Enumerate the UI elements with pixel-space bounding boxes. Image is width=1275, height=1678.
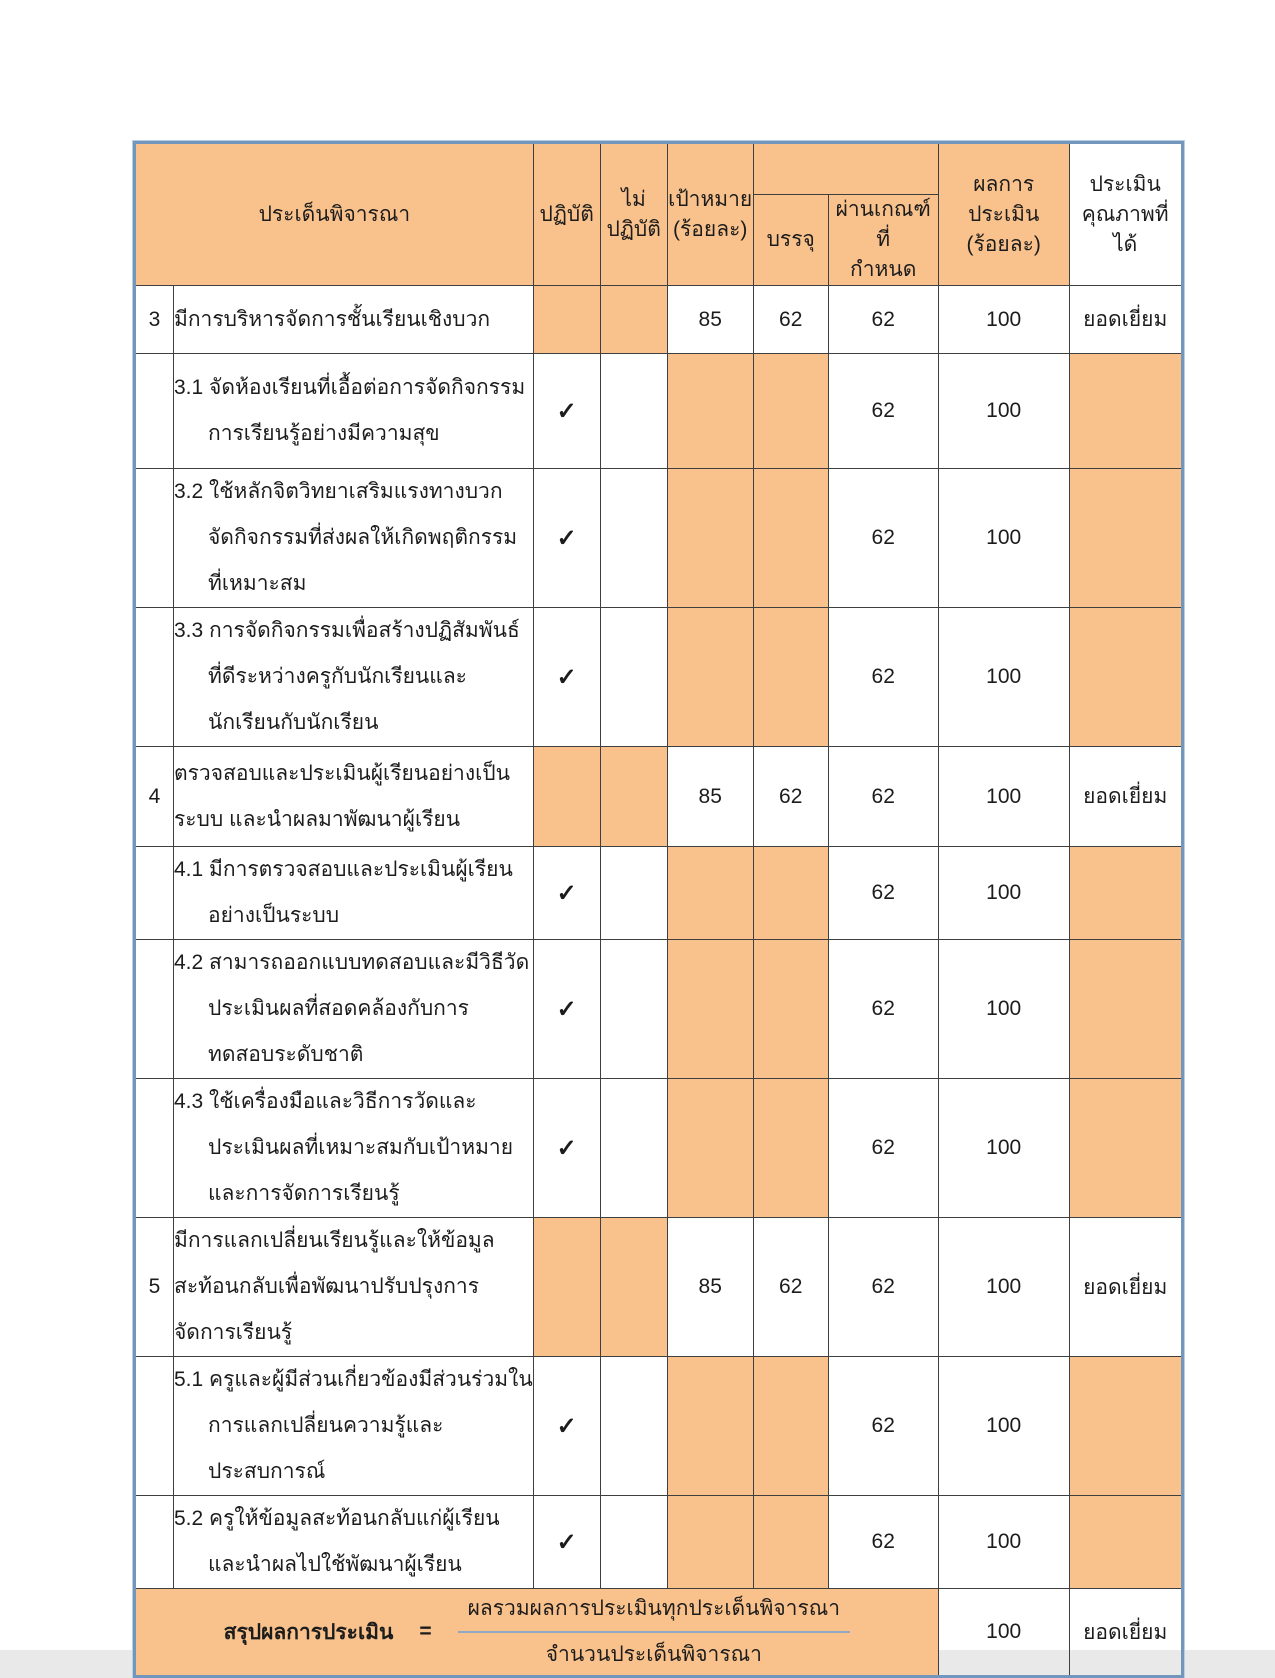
issue-text: มีการแลกเปลี่ยนเรียนรู้และให้ข้อมูล สะท้อนกลับเพื่อพัฒนาปรับปรุงการ จัดการเรียนรู้: [174, 1218, 534, 1357]
not-practiced-cell: [600, 608, 667, 747]
placed-value: 62: [753, 286, 828, 354]
not-practiced-cell: [600, 286, 667, 354]
target-value: 85: [667, 286, 753, 354]
practiced-cell: [533, 354, 600, 469]
pass-value: 62: [828, 1496, 938, 1589]
header-placed: บรรจุ: [753, 195, 828, 286]
result-value: 100: [938, 608, 1069, 747]
placed-cell: [753, 847, 828, 940]
not-practiced-cell: [600, 747, 667, 847]
not-practiced-cell: [600, 1357, 667, 1496]
result-value: 100: [938, 354, 1069, 469]
practiced-cell: [533, 1218, 600, 1357]
practiced-cell: [533, 940, 600, 1079]
pass-value: 62: [828, 354, 938, 469]
result-value: 100: [938, 286, 1069, 354]
issue-text: 4.2 สามารถออกแบบทดสอบและมีวิธีวัด ประเมินผลที่สอดคล้องกับการ ทดสอบระดับชาติ: [174, 940, 534, 1079]
header-pass-criteria: ผ่านเกณฑ์ที่ กำหนด: [828, 195, 938, 286]
row-number: [135, 469, 174, 608]
table-row-5-1: [135, 1357, 1183, 1496]
quality-value: ยอดเยี่ยม: [1069, 747, 1182, 847]
quality-value: ยอดเยี่ยม: [1069, 286, 1182, 354]
placed-cell: [753, 1496, 828, 1589]
header-practiced: ปฏิบัติ: [533, 143, 600, 286]
header-target: เป้าหมาย (ร้อยละ): [667, 143, 753, 286]
header-not-practiced: ไม่ ปฏิบัติ: [600, 143, 667, 286]
pass-value: 62: [828, 469, 938, 608]
table-row-3-3: [135, 608, 1183, 747]
pass-value: 62: [828, 1357, 938, 1496]
header-issue: [135, 143, 534, 286]
table-row-4-2: [135, 940, 1183, 1079]
header-row-1: [135, 143, 1183, 195]
practiced-cell: [533, 1357, 600, 1496]
practiced-cell: [533, 608, 600, 747]
quality-cell: [1069, 847, 1182, 940]
check-icon: ✓: [556, 879, 577, 907]
practiced-cell: [533, 469, 600, 608]
equals-sign: =: [419, 1620, 432, 1643]
pass-value: 62: [828, 940, 938, 1079]
target-cell: [667, 1079, 753, 1218]
issue-text: 3.3 การจัดกิจกรรมเพื่อสร้างปฏิสัมพันธ์ ที่ดีระหว่างครูกับนักเรียนและ นักเรียนกับนักเรียน: [174, 608, 534, 747]
header-group-empty: [753, 143, 938, 195]
target-cell: [667, 354, 753, 469]
row-number: 5: [135, 1218, 174, 1357]
summary-fraction: [458, 1589, 850, 1675]
check-icon: ✓: [556, 397, 577, 425]
target-value: 85: [667, 1218, 753, 1357]
target-cell: [667, 608, 753, 747]
row-number: [135, 608, 174, 747]
quality-value: ยอดเยี่ยม: [1069, 1218, 1182, 1357]
issue-text: 3.2 ใช้หลักจิตวิทยาเสริมแรงทางบวก จัดกิจกรรมที่ส่งผลให้เกิดพฤติกรรม ที่เหมาะสม: [174, 469, 534, 608]
result-value: 100: [938, 940, 1069, 1079]
issue-text: 3.1 จัดห้องเรียนที่เอื้อต่อการจัดกิจกรรม การเรียนรู้อย่างมีความสุข: [174, 354, 534, 469]
pass-value: 62: [828, 1079, 938, 1218]
quality-cell: [1069, 1496, 1182, 1589]
issue-text: 5.2 ครูให้ข้อมูลสะท้อนกลับแก่ผู้เรียน และนำผลไปใช้พัฒนาผู้เรียน: [174, 1496, 534, 1589]
row-number: [135, 1357, 174, 1496]
pass-value: 62: [828, 1218, 938, 1357]
row-number: [135, 354, 174, 469]
issue-text: 5.1 ครูและผู้มีส่วนเกี่ยวข้องมีส่วนร่วมใน การแลกเปลี่ยนความรู้และ ประสบการณ์: [174, 1357, 534, 1496]
table-row-3: [135, 286, 1183, 354]
not-practiced-cell: [600, 1218, 667, 1357]
placed-cell: [753, 1357, 828, 1496]
placed-cell: [753, 469, 828, 608]
result-value: 100: [938, 847, 1069, 940]
check-icon: ✓: [556, 1528, 577, 1556]
fraction-denominator: จำนวนประเด็นพิจารณา: [545, 1643, 762, 1666]
check-icon: ✓: [556, 1134, 577, 1162]
row-number: [135, 847, 174, 940]
quality-cell: [1069, 608, 1182, 747]
quality-cell: [1069, 469, 1182, 608]
not-practiced-cell: [600, 847, 667, 940]
not-practiced-cell: [600, 469, 667, 608]
row-number: 4: [135, 747, 174, 847]
quality-cell: [1069, 940, 1182, 1079]
placed-value: 62: [753, 1218, 828, 1357]
summary-row: [135, 1589, 1183, 1677]
fraction-numerator: ผลรวมผลการประเมินทุกประเด็นพิจารณา: [458, 1589, 850, 1633]
practiced-cell: [533, 1079, 600, 1218]
placed-cell: [753, 1079, 828, 1218]
practiced-cell: [533, 747, 600, 847]
placed-value: 62: [753, 747, 828, 847]
placed-cell: [753, 354, 828, 469]
result-value: 100: [938, 469, 1069, 608]
row-number: [135, 940, 174, 1079]
pass-value: 62: [828, 286, 938, 354]
result-value: 100: [938, 1496, 1069, 1589]
row-number: [135, 1079, 174, 1218]
practiced-cell: [533, 1496, 600, 1589]
check-icon: ✓: [556, 524, 577, 552]
pass-value: 62: [828, 747, 938, 847]
row-number: 3: [135, 286, 174, 354]
not-practiced-cell: [600, 940, 667, 1079]
quality-cell: [1069, 1079, 1182, 1218]
practiced-cell: [533, 847, 600, 940]
target-value: 85: [667, 747, 753, 847]
table-row-4-3: [135, 1079, 1183, 1218]
target-cell: [667, 1496, 753, 1589]
quality-cell: [1069, 354, 1182, 469]
evaluation-table: [133, 141, 1184, 1678]
table-row-3-2: [135, 469, 1183, 608]
summary-quality-value: ยอดเยี่ยม: [1069, 1589, 1182, 1677]
header-result: ผลการประเมิน (ร้อยละ): [938, 143, 1069, 286]
quality-cell: [1069, 1357, 1182, 1496]
pass-value: 62: [828, 608, 938, 747]
row-number: [135, 1496, 174, 1589]
result-value: 100: [938, 747, 1069, 847]
issue-text: 4.3 ใช้เครื่องมือและวิธีการวัดและ ประเมินผลที่เหมาะสมกับเป้าหมาย และการจัดการเรียนรู้: [174, 1079, 534, 1218]
summary-label: สรุปผลการประเมิน: [223, 1620, 394, 1644]
target-cell: [667, 940, 753, 1079]
header-quality: ประเมิน คุณภาพที่ได้: [1069, 143, 1182, 286]
header-issue-label: ประเด็นพิจารณา: [258, 202, 411, 226]
target-cell: [667, 847, 753, 940]
summary-formula-cell: [135, 1589, 939, 1677]
target-cell: [667, 1357, 753, 1496]
summary-result-value: 100: [938, 1589, 1069, 1677]
issue-text: ตรวจสอบและประเมินผู้เรียนอย่างเป็น ระบบ และนำผลมาพัฒนาผู้เรียน: [174, 747, 534, 847]
table-row-5-2: [135, 1496, 1183, 1589]
check-icon: ✓: [556, 1412, 577, 1440]
table-row-4-1: [135, 847, 1183, 940]
table-row-4: [135, 747, 1183, 847]
check-icon: ✓: [556, 995, 577, 1023]
result-value: 100: [938, 1357, 1069, 1496]
issue-text: มีการบริหารจัดการชั้นเรียนเชิงบวก: [174, 286, 534, 354]
not-practiced-cell: [600, 1079, 667, 1218]
target-cell: [667, 469, 753, 608]
not-practiced-cell: [600, 1496, 667, 1589]
placed-cell: [753, 608, 828, 747]
check-icon: ✓: [556, 663, 577, 691]
practiced-cell: [533, 286, 600, 354]
not-practiced-cell: [600, 354, 667, 469]
result-value: 100: [938, 1218, 1069, 1357]
result-value: 100: [938, 1079, 1069, 1218]
pass-value: 62: [828, 847, 938, 940]
table-row-5: [135, 1218, 1183, 1357]
table-row-3-1: [135, 354, 1183, 469]
issue-text: 4.1 มีการตรวจสอบและประเมินผู้เรียน อย่างเป็นระบบ: [174, 847, 534, 940]
placed-cell: [753, 940, 828, 1079]
